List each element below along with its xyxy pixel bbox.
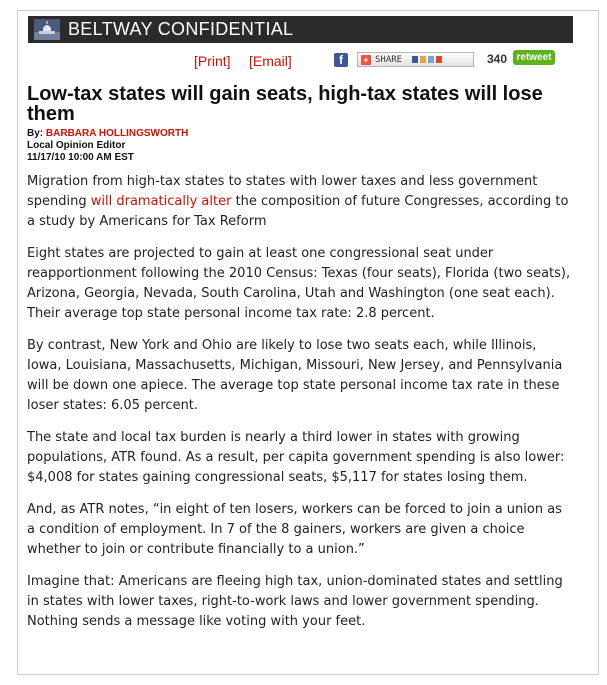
capitol-icon — [34, 19, 60, 40]
inline-link[interactable]: will dramatically alter — [90, 194, 232, 209]
paragraph-4: The state and local tax burden is nearly a third lower in states with growing populations, ATR found. As a result, per capita government spending is also lower: $4,008 for states gaining congressional seats, $5,117 for states losing them. — [27, 430, 565, 485]
paragraph-6: Imagine that: Americans are fleeing high tax, union-dominated states and settling in states with lower taxes, right-to-work laws and lower government spending. Nothing sends a message like voting with your feet. — [27, 574, 563, 629]
email-link[interactable]: [Email] — [249, 53, 292, 69]
section-banner — [28, 16, 573, 43]
share-service-icons — [412, 56, 442, 63]
share-button[interactable] — [357, 52, 474, 67]
timestamp: 11/17/10 10:00 AM EST — [27, 152, 134, 163]
paragraph-1: Migration from high-tax states to states with lower taxes and less government spending will dramatically alter the composition of future Congresses, according to a study by Americans for Tax Reform — [27, 174, 569, 229]
print-link[interactable]: [Print] — [194, 53, 231, 69]
retweet-button[interactable]: retweet — [513, 50, 555, 65]
author-title: Local Opinion Editor — [27, 140, 126, 151]
byline — [27, 128, 188, 164]
author-link[interactable]: BARBARA HOLLINGSWORTH — [45, 128, 189, 139]
share-plus-icon: + — [361, 55, 371, 65]
article-body — [27, 172, 572, 644]
banner-title: BELTWAY CONFIDENTIAL — [68, 19, 294, 39]
article-headline: Low-tax states will gain seats, high-tax states will lose them — [27, 83, 543, 125]
paragraph-2: Eight states are projected to gain at least one congressional seat under reapportionment following the 2010 Census: Texas (four seats), Florida (two seats), Arizona, Georgia, Nevada, South Carolina, Utah and Washington (one seat each). Their average top state personal income tax rate: 2.8 percent. — [27, 246, 571, 321]
retweet-count: 340 — [487, 52, 508, 66]
by-label: By: — [27, 128, 44, 139]
paragraph-5: And, as ATR notes, “in eight of ten losers, workers can be forced to join a union as a condition of employment. In 7 of the 8 gainers, workers are given a choice whether to join or contribute financially to a union.” — [27, 502, 562, 557]
share-label: SHARE — [375, 54, 403, 65]
article-toolbar — [0, 52, 607, 70]
facebook-icon[interactable]: f — [334, 53, 348, 67]
paragraph-3: By contrast, New York and Ohio are likely to lose two seats each, while Illinois, Iowa, Louisiana, Massachusetts, Michigan, Missouri, New Jersey, and Pennsylvania will be down one apiece. The average top state personal income tax rate in these loser states: 6.05 percent. — [27, 338, 563, 413]
